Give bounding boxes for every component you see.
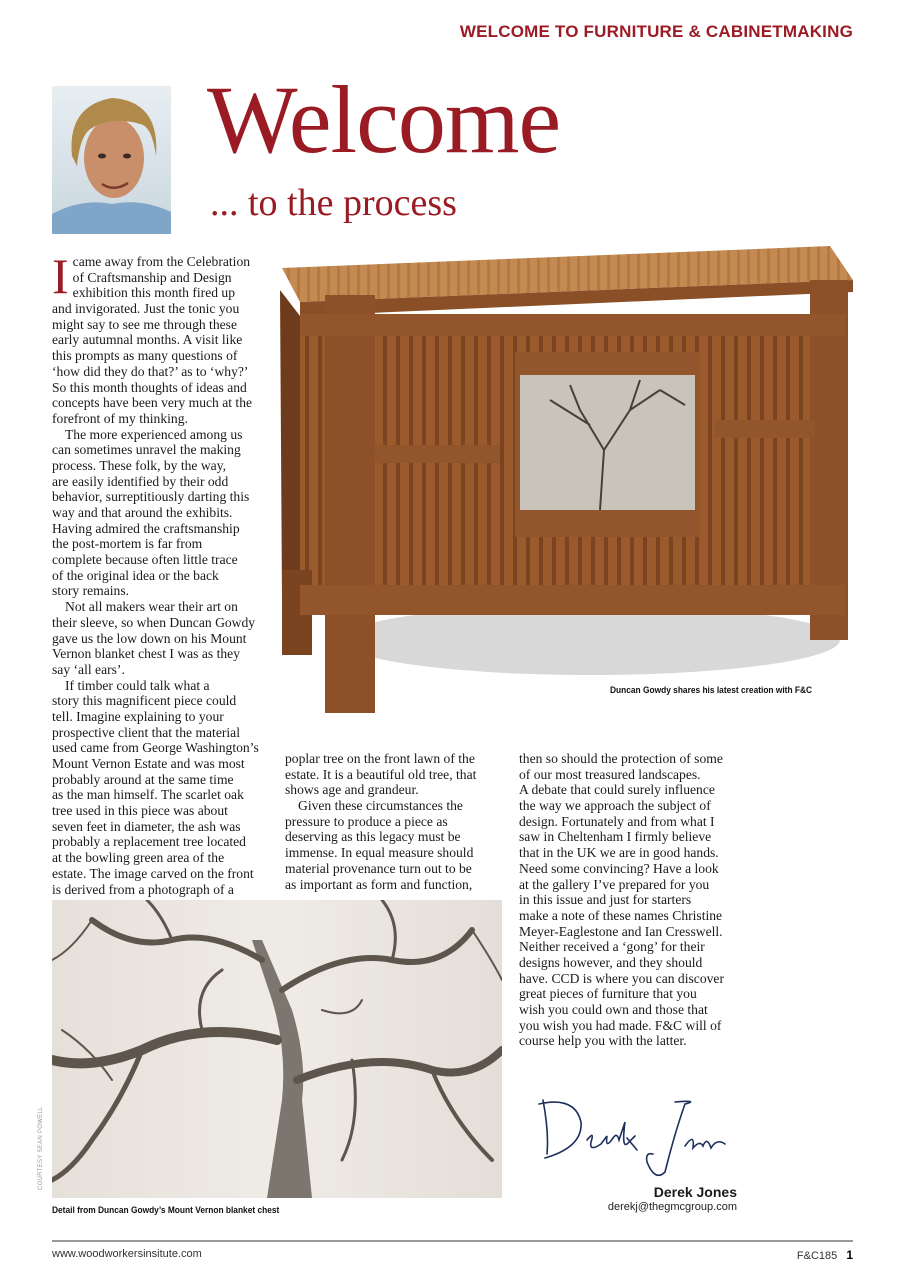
text-line: gave us the low down on his Mount bbox=[52, 630, 247, 646]
text-line: at the gallery I’ve prepared for you bbox=[519, 876, 710, 892]
page-number: 1 bbox=[846, 1248, 853, 1262]
text-line: that in the UK we are in good hands. bbox=[519, 845, 719, 861]
text-line: material provenance turn out to be bbox=[285, 860, 472, 876]
article-column-2 bbox=[285, 751, 500, 892]
text-line: shows age and grandeur. bbox=[285, 782, 419, 798]
text-line: of our most treasured landscapes. bbox=[519, 766, 701, 782]
text-line: used came from George Washington’s bbox=[52, 740, 259, 756]
section-header: WELCOME TO FURNITURE & CABINETMAKING bbox=[459, 22, 853, 41]
text-line: deserving as this legacy must be bbox=[285, 829, 461, 845]
text-line: can sometimes unravel the making bbox=[52, 442, 241, 458]
text-line: great pieces of furniture that you bbox=[519, 986, 697, 1002]
text-line: Mount Vernon Estate and was most bbox=[52, 756, 245, 771]
text-line: the post-mortem is far from bbox=[52, 536, 203, 552]
text-line: in this issue and just for starters bbox=[519, 892, 692, 908]
text-line: Vernon blanket chest I was as they bbox=[52, 646, 240, 662]
text-line: their sleeve, so when Duncan Gowdy bbox=[52, 614, 256, 630]
text-line: complete because often little trace bbox=[52, 552, 238, 568]
text-line: design. Fortunately and from what I bbox=[519, 813, 715, 829]
author-name: Derek Jones bbox=[653, 1184, 737, 1200]
text-line: might say to see me through these bbox=[52, 316, 237, 332]
drop-cap: I bbox=[52, 248, 69, 304]
text-line: forefront of my thinking. bbox=[52, 410, 188, 426]
carving-detail-photo bbox=[52, 900, 502, 1198]
text-line: So this month thoughts of ideas and bbox=[52, 379, 247, 395]
text-line: and invigorated. Just the tonic you bbox=[52, 301, 240, 317]
text-line: saw in Cheltenham I firmly believe bbox=[519, 829, 712, 845]
text-line: you wish you had made. F&C will of bbox=[519, 1017, 722, 1033]
text-line: story remains. bbox=[52, 583, 130, 599]
text-line: Need some convincing? Have a look bbox=[519, 860, 719, 876]
headline-subtitle: ... to the process bbox=[210, 182, 457, 224]
text-line: probably around at the same time bbox=[52, 771, 234, 787]
article-column-3 bbox=[519, 751, 749, 1049]
text-line: story this magnificent piece could bbox=[52, 693, 237, 709]
text-line: Neither received a ‘gong’ for their bbox=[519, 939, 705, 955]
text-line: concepts have been very much at the bbox=[52, 395, 253, 411]
text-line: Not all makers wear their art on bbox=[65, 599, 238, 615]
text-line: The more experienced among us bbox=[65, 426, 243, 442]
text-line: Having admired the craftsmanship bbox=[52, 520, 240, 536]
text-line: is derived from a photograph of a bbox=[52, 881, 234, 897]
text-line: have. CCD is where you can discover bbox=[519, 970, 724, 986]
text-line: immense. In equal measure should bbox=[285, 845, 474, 861]
text-line: as important as form and function, bbox=[285, 876, 473, 892]
text-line: course help you with the latter. bbox=[519, 1033, 687, 1049]
author-portrait bbox=[52, 86, 171, 234]
text-line: of the original idea or the back bbox=[52, 567, 219, 583]
text-line: this prompts as many questions of bbox=[52, 348, 238, 364]
text-line: wish you could own and those that bbox=[519, 1002, 708, 1017]
footer-issue bbox=[797, 1248, 853, 1262]
footer-website[interactable]: www.woodworkersinsitute.com bbox=[52, 1248, 202, 1260]
text-line: of Craftsmanship and Design bbox=[72, 269, 232, 285]
text-line: ‘how did they do that?’ as to ‘why?’ bbox=[52, 363, 249, 379]
text-line: pressure to produce a piece as bbox=[285, 813, 448, 829]
text-line: probably a replacement tree located bbox=[52, 834, 246, 850]
footer-divider bbox=[52, 1240, 853, 1242]
text-line: estate. The image carved on the front bbox=[52, 865, 254, 881]
text-line: came away from the Celebration bbox=[72, 254, 251, 269]
text-line: then so should the protection of some bbox=[519, 751, 723, 766]
photo-credit: COURTESY SEAN POWELL bbox=[38, 1106, 44, 1190]
text-line: as the man himself. The scarlet oak bbox=[52, 787, 244, 803]
text-line: estate. It is a beautiful old tree, that bbox=[285, 766, 477, 782]
text-line: exhibition this month fired up bbox=[72, 285, 236, 301]
text-line: way and that around the exhibits. bbox=[52, 505, 233, 520]
text-line: prospective client that the material bbox=[52, 724, 240, 740]
text-line: tree used in this piece was about bbox=[52, 803, 228, 819]
text-line: tell. Imagine explaining to your bbox=[52, 708, 224, 724]
text-line: seven feet in diameter, the ash was bbox=[52, 818, 241, 834]
text-line: Given these circumstances the bbox=[298, 798, 463, 814]
text-line: poplar tree on the front lawn of the bbox=[285, 751, 475, 766]
headline-title: Welcome bbox=[207, 66, 561, 173]
blanket-chest-photo bbox=[270, 240, 860, 715]
text-line: early autumnal months. A visit like bbox=[52, 332, 243, 348]
text-line: at the bowling green area of the bbox=[52, 850, 225, 866]
text-line: designs however, and they should bbox=[519, 954, 703, 970]
chest-photo-caption: Duncan Gowdy shares his latest creation with F&C bbox=[610, 685, 813, 696]
issue-number: F&C185 bbox=[796, 1250, 838, 1262]
signature-image bbox=[535, 1092, 735, 1182]
text-line: If timber could talk what a bbox=[65, 677, 210, 693]
text-line: behavior, surreptitiously darting this bbox=[52, 489, 250, 505]
detail-photo-caption: Detail from Duncan Gowdy’s Mount Vernon blanket chest bbox=[52, 1205, 280, 1216]
text-line: make a note of these names Christine bbox=[519, 907, 723, 923]
article-column-1 bbox=[52, 248, 267, 897]
author-email[interactable]: derekj@thegmcgroup.com bbox=[607, 1201, 737, 1213]
text-line: say ‘all ears’. bbox=[52, 661, 125, 677]
text-line: the way we approach the subject of bbox=[519, 798, 711, 814]
text-line: are easily identified by their odd bbox=[52, 473, 229, 489]
text-line: Meyer-Eaglestone and Ian Cresswell. bbox=[519, 923, 723, 939]
text-line: A debate that could surely influence bbox=[519, 782, 715, 798]
text-line: process. These folk, by the way, bbox=[52, 457, 227, 473]
